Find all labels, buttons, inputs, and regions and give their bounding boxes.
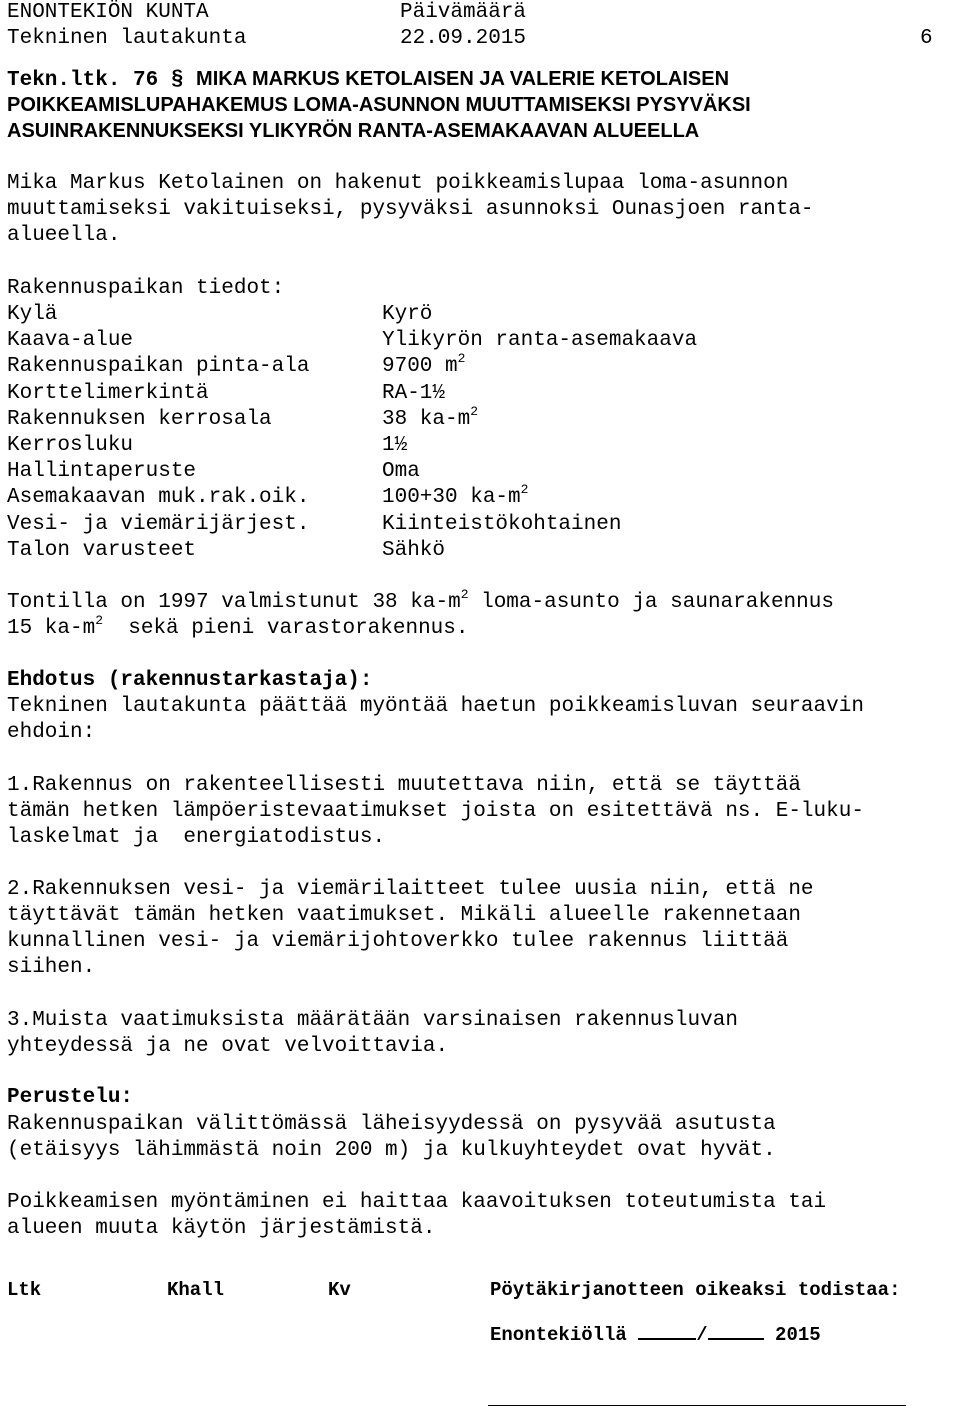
site-info-value xyxy=(382,302,432,328)
site-info-value xyxy=(382,482,529,512)
certification-year: 2015 xyxy=(775,1324,821,1346)
footer-khall: Khall xyxy=(167,1279,225,1301)
page-number: 6 xyxy=(920,27,933,50)
site-info-value-text: 38 ka-m xyxy=(382,408,471,431)
site-info-value-text: Kyrö xyxy=(382,303,433,326)
proposal-heading: Ehdotus (rakennustarkastaja): xyxy=(7,669,373,692)
site-info-value xyxy=(382,538,445,564)
condition-line: yhteydessä ja ne ovat velvoittavia. xyxy=(7,1035,449,1058)
site-info-label: Kerrosluku xyxy=(7,434,134,457)
superscript: 2 xyxy=(457,351,466,366)
intro-line: Mika Markus Ketolainen on hakenut poikkeamislupaa loma-asunnon xyxy=(7,172,789,195)
site-info-value xyxy=(382,381,445,407)
month-blank[interactable] xyxy=(708,1320,764,1340)
date-label: Päivämäärä xyxy=(400,1,527,24)
municipality-name: ENONTEKIÖN KUNTA xyxy=(7,1,209,24)
superscript: 2 xyxy=(95,613,104,628)
proposal-line: Tekninen lautakunta päättää myöntää haetun poikkeamisluvan seuraavin xyxy=(7,695,864,718)
certification-place-date xyxy=(490,1320,821,1348)
site-info-label: Rakennuksen kerrosala xyxy=(7,408,272,431)
site-info-value-text: 9700 m xyxy=(382,355,458,378)
rationale-line: (etäisyys lähimmästä noin 200 m) ja kulkuyhteydet ovat hyvät. xyxy=(7,1139,776,1162)
plot-text-line-2 xyxy=(7,613,469,643)
board-name: Tekninen lautakunta xyxy=(7,27,247,50)
plot-text-part: loma-asunto ja saunarakennus xyxy=(468,591,834,614)
site-info-value-text: Ylikyrön ranta-asemakaava xyxy=(382,329,698,352)
plot-text-part: 15 ka-m xyxy=(7,617,96,640)
condition-line: 1.Rakennus on rakenteellisesti muutettava niin, että se täyttää xyxy=(7,774,801,797)
site-info-label: Kaava-alue xyxy=(7,329,134,352)
rationale-line: Poikkeamisen myöntäminen ei haittaa kaavoituksen toteutumista tai xyxy=(7,1191,827,1214)
condition-line: laskelmat ja energiatodistus. xyxy=(7,826,386,849)
site-info-value-text: RA-1½ xyxy=(382,382,446,405)
site-info-value xyxy=(382,459,420,485)
site-info-value-text: Sähkö xyxy=(382,539,446,562)
site-info-value xyxy=(382,328,697,354)
item-title-line-1: MIKA MARKUS KETOLAISEN JA VALERIE KETOLAISEN xyxy=(196,68,730,90)
site-info-label: Talon varusteet xyxy=(7,539,197,562)
meeting-date: 22.09.2015 xyxy=(400,27,527,50)
rationale-line: alueen muuta käytön järjestämistä. xyxy=(7,1217,436,1240)
site-info-value-text: 100+30 ka-m xyxy=(382,486,521,509)
site-info-label: Hallintaperuste xyxy=(7,460,197,483)
item-number: Tekn.ltk. 76 § xyxy=(7,69,184,92)
rationale-heading: Perustelu: xyxy=(7,1086,134,1109)
certification-label: Pöytäkirjanotteen oikeaksi todistaa: xyxy=(490,1279,901,1301)
footer-kv: Kv xyxy=(328,1279,351,1301)
site-info-label: Vesi- ja viemärijärjest. xyxy=(7,513,310,536)
date-separator: / xyxy=(696,1324,708,1346)
intro-line: alueella. xyxy=(7,224,121,247)
site-info-value xyxy=(382,433,407,459)
site-info-label: Asemakaavan muk.rak.oik. xyxy=(7,486,310,509)
condition-line: tämän hetken lämpöeristevaatimukset joista on esitettävä ns. E-luku- xyxy=(7,800,864,823)
signature-line[interactable] xyxy=(488,1405,906,1406)
item-title-line-3: ASUINRAKENNUKSEKSI YLIKYRÖN RANTA-ASEMAKAAVAN ALUEELLA xyxy=(7,120,700,142)
site-info-value-text: Kiinteistökohtainen xyxy=(382,513,622,536)
site-info-label: Kylä xyxy=(7,303,58,326)
superscript: 2 xyxy=(460,587,469,602)
site-info-value xyxy=(382,351,466,381)
item-title-line-2: POIKKEAMISLUPAHAKEMUS LOMA-ASUNNON MUUTTAMISEKSI PYSYVÄKSI xyxy=(7,94,751,116)
site-info-value xyxy=(382,512,621,538)
condition-line: 3.Muista vaatimuksista määrätään varsinaisen rakennusluvan xyxy=(7,1009,738,1032)
superscript: 2 xyxy=(520,482,529,497)
condition-line: täyttävät tämän hetken vaatimukset. Mikäli alueelle rakennetaan xyxy=(7,904,801,927)
site-info-value-text: Oma xyxy=(382,460,420,483)
condition-line: 2.Rakennuksen vesi- ja viemärilaitteet tulee uusia niin, että ne xyxy=(7,878,814,901)
rationale-line: Rakennuspaikan välittömässä läheisyydessä on pysyvää asutusta xyxy=(7,1113,776,1136)
site-info-heading: Rakennuspaikan tiedot: xyxy=(7,277,285,300)
condition-line: siihen. xyxy=(7,956,96,979)
site-info-label: Rakennuspaikan pinta-ala xyxy=(7,355,310,378)
proposal-line: ehdoin: xyxy=(7,721,96,744)
day-blank[interactable] xyxy=(638,1320,696,1340)
item-title xyxy=(7,66,729,94)
site-info-value xyxy=(382,404,479,434)
site-info-value-text: 1½ xyxy=(382,434,408,457)
place-name: Enontekiöllä xyxy=(490,1324,627,1346)
plot-text-part: Tontilla on 1997 valmistunut 38 ka-m xyxy=(7,591,461,614)
intro-line: muuttamiseksi vakituiseksi, pysyväksi asunnoksi Ounasjoen ranta- xyxy=(7,198,814,221)
condition-line: kunnallinen vesi- ja viemärijohtoverkko tulee rakennus liittää xyxy=(7,930,789,953)
site-info-label: Korttelimerkintä xyxy=(7,382,209,405)
plot-text-line-1 xyxy=(7,587,834,617)
superscript: 2 xyxy=(470,404,479,419)
footer-ltk: Ltk xyxy=(7,1279,42,1301)
plot-text-part: sekä pieni varastorakennus. xyxy=(103,617,469,640)
